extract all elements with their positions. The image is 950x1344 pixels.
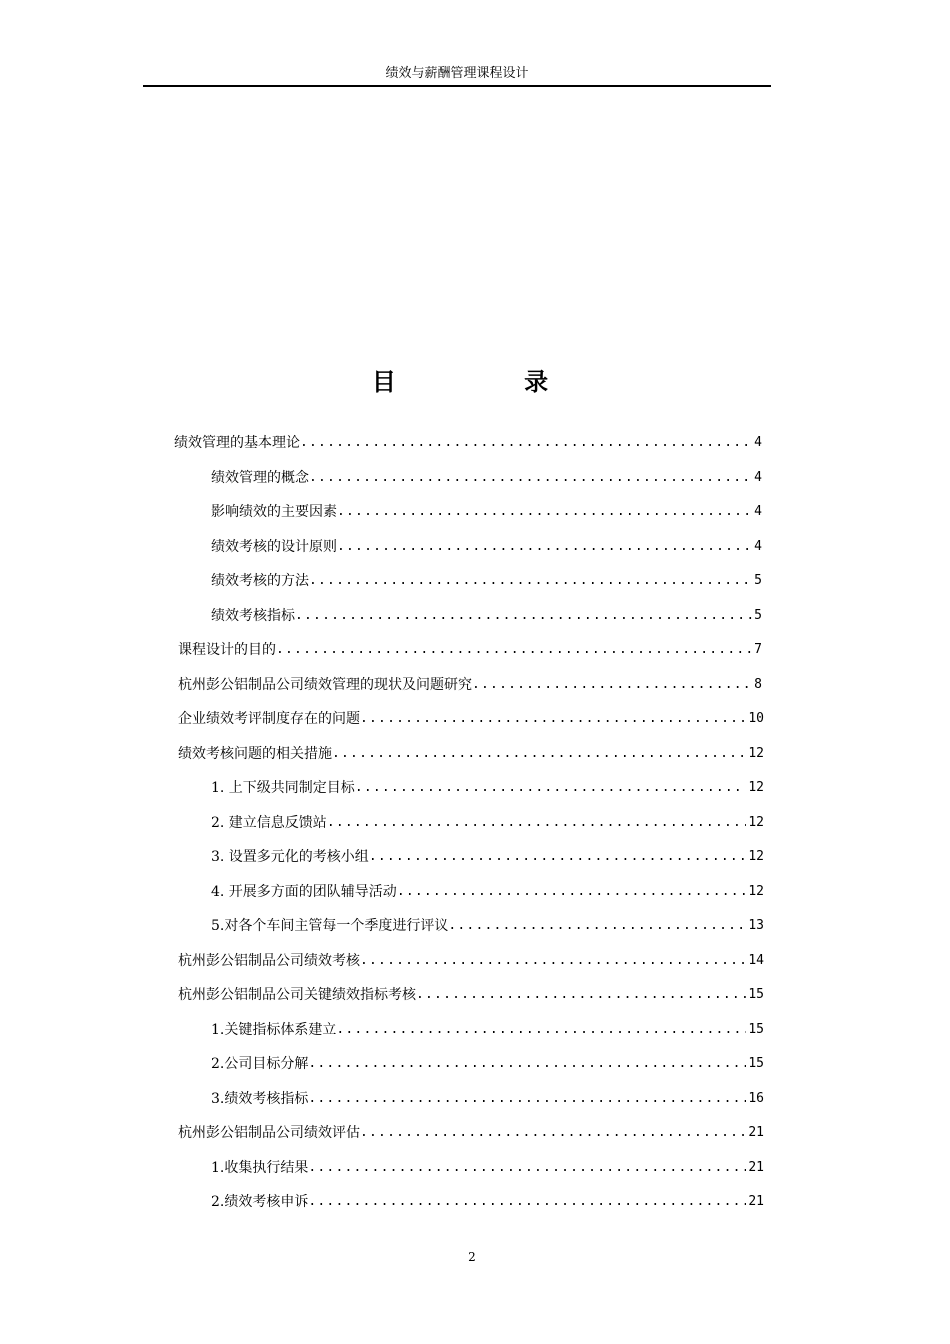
toc-entry[interactable] [178,1118,764,1144]
toc-entry-page: 5 [754,573,762,588]
dot-leader [360,708,746,730]
toc-entry-text: 3.绩效考核指标 [211,1090,309,1107]
toc-entry-page: 8 [754,676,762,692]
dot-leader [300,432,752,454]
dot-leader [332,743,746,765]
toc-entry-text: 绩效管理的概念 [211,469,309,486]
toc-entry[interactable] [178,980,764,1006]
toc-title: 目 录 [371,368,609,396]
toc-entry-page: 10 [748,711,764,726]
dot-leader [369,846,747,868]
toc-entry-page: 4 [754,435,762,450]
toc-entry[interactable] [211,842,764,868]
toc-entry-page: 21 [748,1194,764,1209]
dot-leader [295,605,752,627]
toc-entry[interactable] [211,497,762,523]
toc-entry-text: 3. 设置多元化的考核小组 [211,849,369,865]
toc-entry-text: 1.关键指标体系建立 [211,1021,337,1038]
toc-entry[interactable] [211,1153,764,1179]
dot-leader [308,1088,746,1110]
toc-entry-page: 7 [754,642,762,657]
toc-entry[interactable] [211,773,764,799]
toc-entry-page: 21 [748,1159,764,1175]
toc-entry-text: 影响绩效的主要因素 [211,504,337,520]
toc-entry[interactable] [211,1015,764,1041]
toc-entry-text: 绩效考核问题的相关措施 [178,745,332,762]
toc-entry-text: 1. 上下级共同制定目标 [211,780,355,796]
running-header: 绩效与薪酬管理课程设计 [385,66,529,81]
toc-entry-text: 绩效管理的基本理论 [174,435,300,451]
dot-leader [448,915,746,937]
dot-leader [308,1157,746,1179]
toc-entry-page: 16 [748,1090,764,1106]
toc-entry-text: 2.公司目标分解 [211,1056,309,1072]
dot-leader [309,467,752,489]
toc-entry-page: 15 [748,987,764,1002]
dot-leader [337,536,752,558]
page-number: 2 [468,1250,476,1264]
toc-entry[interactable] [174,428,762,454]
toc-entry[interactable] [178,946,764,972]
toc-entry[interactable] [211,808,764,834]
toc-entry-page: 13 [748,918,764,933]
header-rule [143,85,771,87]
toc-entry-page: 21 [748,1125,764,1140]
toc-entry-page: 4 [754,504,762,519]
toc-entry[interactable] [178,635,762,661]
toc-entry[interactable] [211,1084,764,1110]
toc-entry-page: 12 [748,780,764,795]
toc-entry-text: 绩效考核指标 [211,607,295,624]
toc-entry-page: 12 [748,883,764,899]
dot-leader [397,881,747,903]
dot-leader [360,1122,746,1144]
dot-leader [309,570,752,592]
toc-entry-text: 绩效考核的设计原则 [211,538,337,555]
toc-entry[interactable] [211,566,762,592]
toc-entry-text: 2. 建立信息反馈站 [211,814,327,831]
toc-entry[interactable] [211,1049,764,1075]
dot-leader [416,984,746,1006]
dot-leader [308,1191,746,1213]
toc-entry-text: 2.绩效考核申诉 [211,1194,309,1210]
dot-leader [336,1019,746,1041]
toc-entry[interactable] [211,1187,764,1213]
toc-entry-page: 12 [748,745,764,761]
toc-entry[interactable] [211,911,764,937]
toc-entry[interactable] [178,670,762,696]
toc-entry-text: 杭州彭公铝制品公司绩效考核 [178,952,360,969]
toc-entry[interactable] [211,532,762,558]
toc-entry-text: 企业绩效考评制度存在的问题 [178,711,360,727]
toc-entry[interactable] [178,704,764,730]
toc-entry-text: 课程设计的目的 [178,642,276,658]
toc-entry-page: 15 [748,1021,764,1037]
toc-entry[interactable] [178,739,764,765]
dot-leader [337,501,752,523]
toc-entry-text: 杭州彭公铝制品公司关键绩效指标考核 [178,987,416,1003]
toc-entry[interactable] [211,877,764,903]
toc-entry-text: 绩效考核的方法 [211,573,309,589]
toc-entry-page: 12 [748,814,764,830]
dot-leader [327,812,747,834]
toc-entry-page: 14 [748,952,764,968]
toc-entry-text: 5.对各个车间主管每一个季度进行评议 [211,918,449,934]
dot-leader [360,950,746,972]
toc-entry[interactable] [211,463,762,489]
toc-entry-text: 杭州彭公铝制品公司绩效管理的现状及问题研究 [178,676,472,693]
dot-leader [308,1053,746,1075]
toc-entry-page: 15 [748,1056,764,1071]
toc-entry-text: 1.收集执行结果 [211,1159,309,1176]
toc-entry-page: 4 [754,469,762,485]
toc-entry-page: 4 [754,538,762,554]
dot-leader [355,777,747,799]
dot-leader [472,674,752,696]
toc-entry-page: 5 [754,607,762,623]
dot-leader [276,639,752,661]
toc-entry-text: 4. 开展多方面的团队辅导活动 [211,883,397,900]
toc-entry[interactable] [211,601,762,627]
toc-entry-page: 12 [748,849,764,864]
toc-entry-text: 杭州彭公铝制品公司绩效评估 [178,1125,360,1141]
